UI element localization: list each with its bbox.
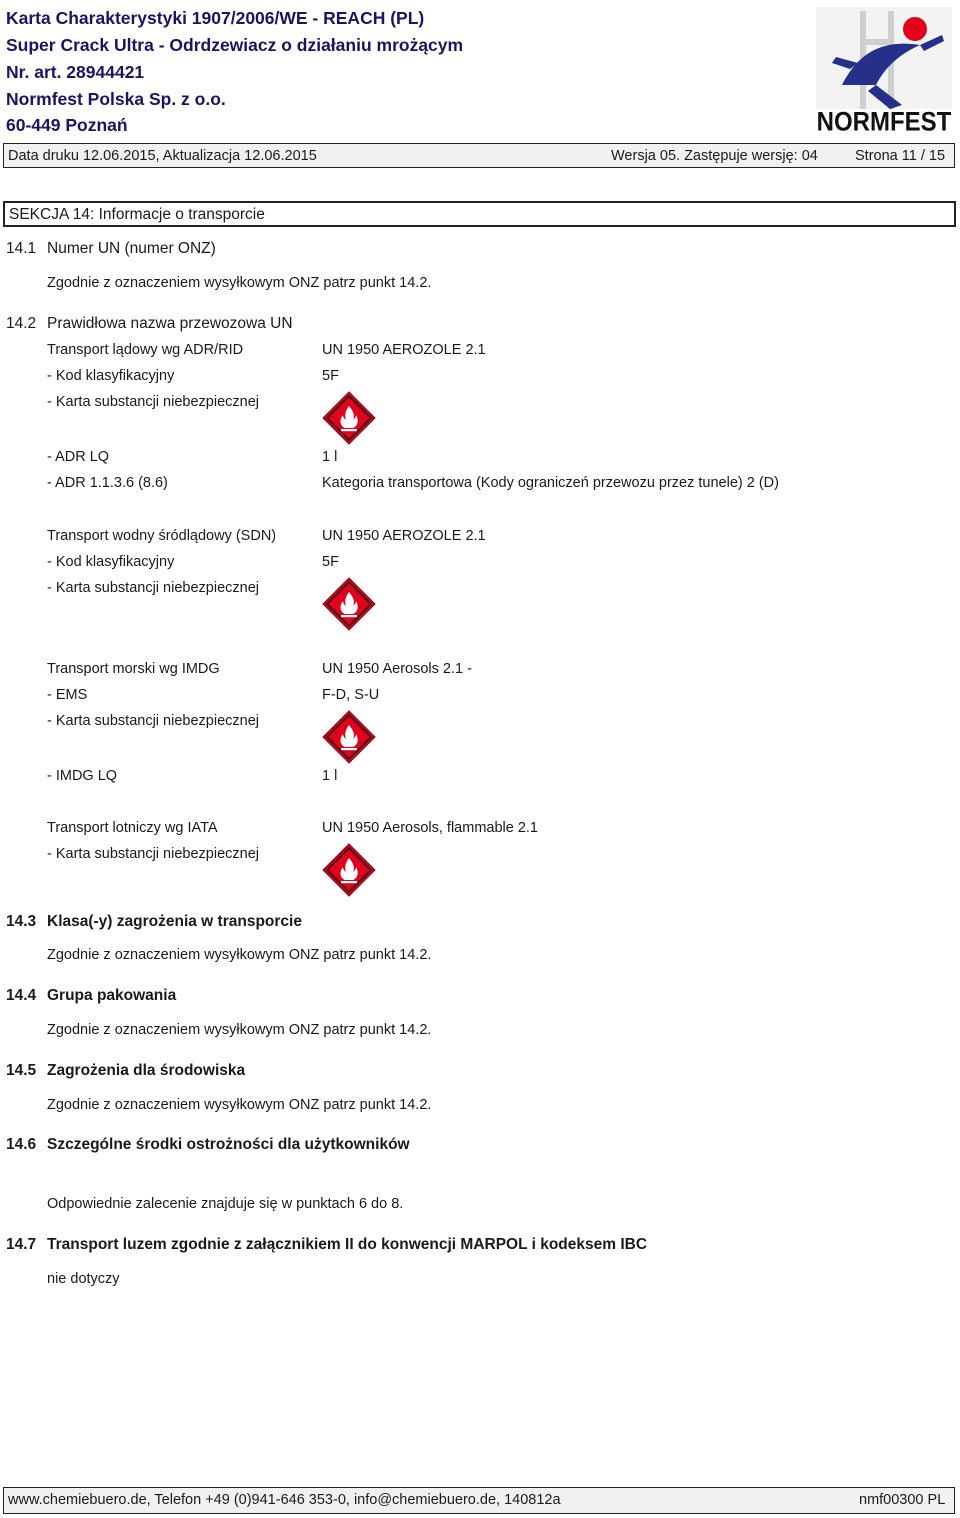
sdn-label: Transport wodny śródlądowy (SDN) bbox=[47, 528, 277, 544]
normfest-logo bbox=[812, 5, 956, 137]
version-info: Wersja 05. Zastępuje wersję: 04 bbox=[611, 148, 818, 164]
document-title: Karta Charakterystyki 1907/2006/WE - REACH (PL) bbox=[6, 8, 425, 28]
s14-3-title: Klasa(-y) zagrożenia w transporcie bbox=[47, 913, 302, 930]
s14-5-title: Zagrożenia dla środowiska bbox=[47, 1062, 246, 1079]
flammable-diamond-icon bbox=[321, 709, 377, 765]
company-city: 60-449 Poznań bbox=[6, 115, 128, 135]
s14-4-title: Grupa pakowania bbox=[47, 987, 177, 1004]
adr-lq-label: - ADR LQ bbox=[47, 449, 110, 465]
s14-7-text: nie dotyczy bbox=[47, 1271, 120, 1287]
s14-6-number: 14.6 bbox=[6, 1136, 37, 1153]
print-dates: Data druku 12.06.2015, Aktualizacja 12.06.2015 bbox=[8, 148, 317, 164]
adr-tunnel-value: Kategoria transportowa (Kody ograniczeń przewozu przez tunele) 2 (D) bbox=[322, 475, 779, 491]
footer-contact: www.chemiebuero.de, Telefon +49 (0)941-646 353-0, info@chemiebuero.de, 140812a bbox=[8, 1492, 561, 1508]
company-name: Normfest Polska Sp. z o.o. bbox=[6, 89, 226, 109]
s14-4-text: Zgodnie z oznaczeniem wysyłkowym ONZ patrz punkt 14.2. bbox=[47, 1022, 432, 1038]
sdn-value: UN 1950 AEROZOLE 2.1 bbox=[322, 528, 486, 544]
iata-label: Transport lotniczy wg IATA bbox=[47, 820, 218, 836]
s14-5-number: 14.5 bbox=[6, 1062, 37, 1079]
s14-3-text: Zgodnie z oznaczeniem wysyłkowym ONZ patrz punkt 14.2. bbox=[47, 947, 432, 963]
imdg-lq-value: 1 l bbox=[322, 768, 338, 784]
s14-1-number: 14.1 bbox=[6, 240, 37, 257]
s14-3-number: 14.3 bbox=[6, 913, 37, 930]
flammable-diamond-icon bbox=[321, 390, 377, 446]
article-number: Nr. art. 28944421 bbox=[6, 62, 145, 82]
footer-code: nmf00300 PL bbox=[859, 1492, 946, 1508]
s14-2-number: 14.2 bbox=[6, 315, 37, 332]
imdg-ems-label: - EMS bbox=[47, 687, 88, 703]
sdn-card-label: - Karta substancji niebezpiecznej bbox=[47, 580, 259, 596]
s14-2-title: Prawidłowa nazwa przewozowa UN bbox=[47, 315, 293, 332]
imdg-label: Transport morski wg IMDG bbox=[47, 661, 220, 677]
section-header bbox=[3, 201, 956, 227]
imdg-ems-value: F-D, S-U bbox=[322, 687, 380, 703]
s14-1-title: Numer UN (numer ONZ) bbox=[47, 240, 216, 257]
s14-5-text: Zgodnie z oznaczeniem wysyłkowym ONZ patrz punkt 14.2. bbox=[47, 1097, 432, 1113]
s14-7-number: 14.7 bbox=[6, 1236, 37, 1253]
s14-4-number: 14.4 bbox=[6, 987, 37, 1004]
imdg-value: UN 1950 Aerosols 2.1 - bbox=[322, 661, 472, 677]
flammable-diamond-icon bbox=[321, 842, 377, 898]
page-number: Strona 11 / 15 bbox=[855, 148, 946, 164]
adr-card-label: - Karta substancji niebezpiecznej bbox=[47, 394, 259, 410]
adr-value: UN 1950 AEROZOLE 2.1 bbox=[322, 342, 486, 358]
flammable-diamond-icon bbox=[321, 576, 377, 632]
footer-bar bbox=[3, 1487, 955, 1514]
product-name: Super Crack Ultra - Odrdzewiacz o działaniu mrożącym bbox=[6, 35, 464, 55]
info-bar bbox=[3, 143, 955, 168]
section-title: SEKCJA 14: Informacje o transporcie bbox=[9, 206, 265, 223]
adr-tunnel-label: - ADR 1.1.3.6 (8.6) bbox=[47, 475, 168, 491]
s14-6-title: Szczególne środki ostrożności dla użytkowników bbox=[47, 1136, 410, 1153]
adr-code-value: 5F bbox=[322, 368, 339, 384]
imdg-card-label: - Karta substancji niebezpiecznej bbox=[47, 713, 259, 729]
s14-1-text: Zgodnie z oznaczeniem wysyłkowym ONZ patrz punkt 14.2. bbox=[47, 275, 432, 291]
imdg-lq-label: - IMDG LQ bbox=[47, 768, 118, 784]
sdn-code-label: - Kod klasyfikacyjny bbox=[47, 554, 175, 570]
sdn-code-value: 5F bbox=[322, 554, 339, 570]
s14-6-text: Odpowiednie zalecenie znajduje się w punktach 6 do 8. bbox=[47, 1196, 404, 1212]
adr-code-label: - Kod klasyfikacyjny bbox=[47, 368, 175, 384]
s14-7-title: Transport luzem zgodnie z załącznikiem II do konwencji MARPOL i kodeksem IBC bbox=[47, 1236, 648, 1253]
adr-label: Transport lądowy wg ADR/RID bbox=[47, 342, 244, 358]
iata-value: UN 1950 Aerosols, flammable 2.1 bbox=[322, 820, 538, 836]
adr-lq-value: 1 l bbox=[322, 449, 338, 465]
logo-text: NORMFEST bbox=[816, 107, 952, 138]
iata-card-label: - Karta substancji niebezpiecznej bbox=[47, 846, 259, 862]
